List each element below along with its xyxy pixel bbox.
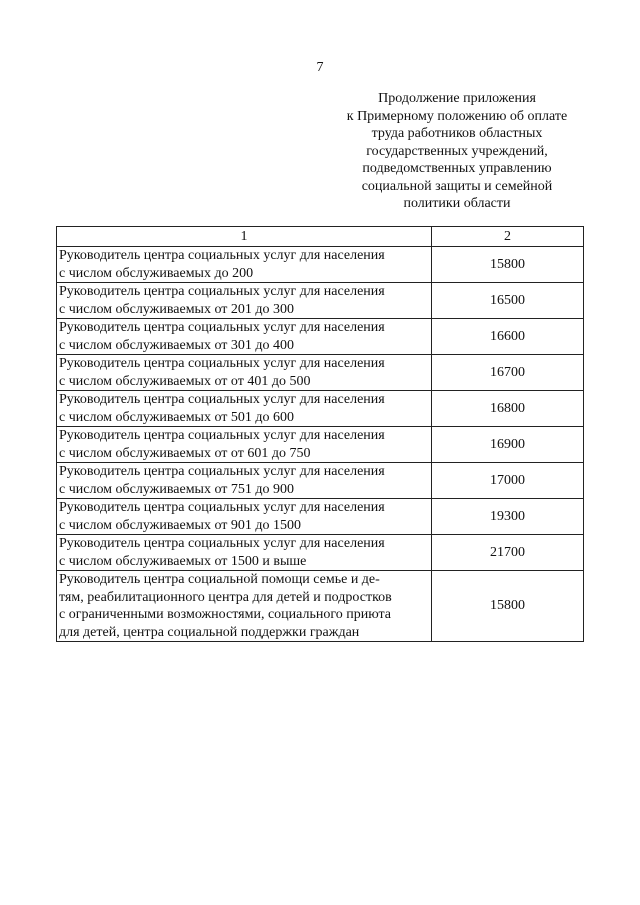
description-line: Руководитель центра социальных услуг для населения (59, 284, 385, 299)
description-line: Руководитель центра социальных услуг для населения (59, 428, 385, 443)
salary-value: 15800 (432, 247, 584, 283)
description-line: Руководитель центра социальных услуг для населения (59, 536, 385, 551)
position-description (57, 463, 432, 499)
position-description (57, 535, 432, 571)
description-line: Руководитель центра социальных услуг для населения (59, 248, 385, 263)
position-description (57, 247, 432, 283)
description-line: с числом обслуживаемых от 751 до 900 (59, 481, 295, 497)
salary-value: 15800 (432, 571, 584, 642)
header-line: социальной защиты и семейной (361, 178, 553, 194)
header-line: подведомственных управлению (362, 161, 552, 176)
description-line: с числом обслуживаемых от 901 до 1500 (59, 517, 302, 533)
description-line: с числом обслуживаемых от 501 до 600 (59, 409, 295, 425)
header-line: политики области (403, 196, 511, 211)
table-row (57, 535, 584, 571)
description-line: с числом обслуживаемых от от 401 до 500 (59, 373, 311, 389)
position-description (57, 355, 432, 391)
table-row (57, 391, 584, 427)
description-line: Руководитель центра социальных услуг для населения (59, 320, 385, 335)
salary-value: 17000 (432, 463, 584, 499)
description-line: с числом обслуживаемых от 201 до 300 (59, 301, 295, 317)
table-row (57, 319, 584, 355)
salary-value: 16600 (432, 319, 584, 355)
description-line: Руководитель центра социальных услуг для населения (59, 464, 385, 479)
position-description (57, 427, 432, 463)
description-line: с числом обслуживаемых от 1500 и выше (59, 553, 307, 569)
description-line: с числом обслуживаемых до 200 (59, 265, 254, 281)
page-number: 7 (316, 60, 324, 75)
salary-value: 16500 (432, 283, 584, 319)
table-row (57, 355, 584, 391)
description-line: Руководитель центра социальных услуг для населения (59, 500, 385, 515)
salary-value: 16800 (432, 391, 584, 427)
salary-table (56, 226, 584, 642)
header-line: государственных учреждений, (366, 143, 548, 159)
table-body (57, 247, 584, 642)
column-header: 1 (57, 227, 432, 247)
salary-value: 16700 (432, 355, 584, 391)
salary-value: 19300 (432, 499, 584, 535)
position-description (57, 499, 432, 535)
column-header: 2 (432, 227, 584, 247)
position-description (57, 571, 432, 642)
description-line: с числом обслуживаемых от от 601 до 750 (59, 445, 311, 461)
header-line: Продолжение приложения (378, 91, 536, 106)
table-row (57, 427, 584, 463)
position-description (57, 319, 432, 355)
description-line: тям, реабилитационного центра для детей и подростков (59, 589, 392, 605)
appendix-header (326, 90, 588, 213)
position-description (57, 391, 432, 427)
table-row (57, 247, 584, 283)
salary-value: 16900 (432, 427, 584, 463)
table-row (57, 499, 584, 535)
description-line: Руководитель центра социальных услуг для населения (59, 356, 385, 371)
header-line: к Примерному положению об оплате (346, 108, 568, 124)
description-line: Руководитель центра социальных услуг для населения (59, 392, 385, 407)
table-row (57, 463, 584, 499)
table-row (57, 571, 584, 642)
description-line: для детей, центра социальной поддержки граждан (59, 624, 360, 640)
salary-value: 21700 (432, 535, 584, 571)
description-line: Руководитель центра социальной помощи семье и де- (59, 572, 380, 587)
table-header-row (57, 227, 584, 247)
table-row (57, 283, 584, 319)
description-line: с числом обслуживаемых от 301 до 400 (59, 337, 295, 353)
description-line: с ограниченными возможностями, социального приюта (59, 607, 392, 622)
position-description (57, 283, 432, 319)
header-line: труда работников областных (371, 126, 543, 141)
